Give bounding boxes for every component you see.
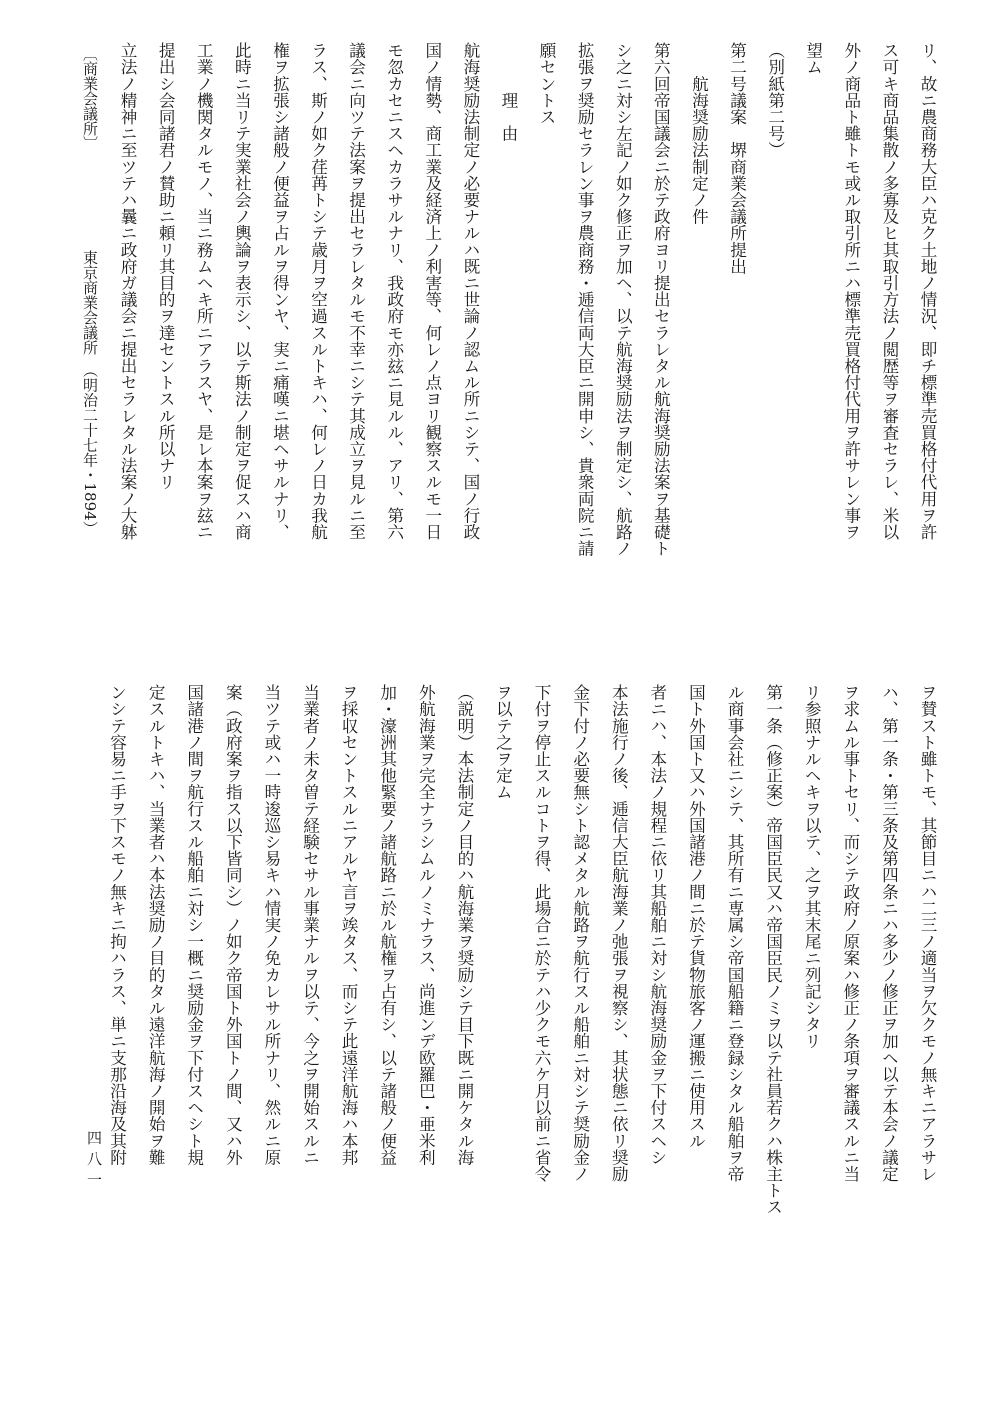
- text-column: 工業ノ機関タルモノ、当ニ務ムヘキ所ニアラスヤ、是レ本案ヲ玆ニ: [194, 42, 214, 540]
- text-column: 国諸港ノ間ヲ航行スル船舶ニ対シ一概ニ奨励金ヲ下付スヘシト規: [184, 684, 204, 1166]
- footer-organization: 東京商業会議所 （明治二十七年・1894）: [81, 250, 99, 536]
- lower-text-block: [86, 684, 935, 1344]
- footer-council-label: 〔商業会議所〕: [81, 46, 99, 151]
- text-column: 外ノ商品ト雖トモ或ル取引所ニハ標準売買格付代用ヲ許サレン事ヲ: [841, 42, 861, 540]
- text-column: 当業者ノ未タ曽テ経験セサル事業ナルヲ以テ、今之ヲ開始スルニ: [300, 684, 320, 1166]
- text-column: 望ム: [803, 42, 823, 76]
- text-column: ヲ採収セントスルニアルヤ言ヲ竢タス、而シテ此遠洋航海ハ本邦: [339, 684, 359, 1166]
- text-column: 航海奨励法制定ノ件: [689, 42, 709, 225]
- text-column: 此時ニ当リテ実業社会ノ輿論ヲ表示シ、以テ斯法ノ制定ヲ促スハ商: [232, 42, 252, 540]
- text-column: 議会ニ向ツテ法案ヲ提出セラレタルモ不幸ニシテ其成立ヲ見ルニ至: [346, 42, 366, 540]
- text-column: ンシテ容易ニ手ヲ下スモノ無キニ拘ハラス、単ニ支那沿海及其附: [107, 684, 127, 1166]
- text-column: 外航海業ヲ完全ナラシムルノミナラス、尚進ンデ欧羅巴・亜米利: [416, 684, 436, 1166]
- text-column: 第一条（修正案）帝国臣民又ハ帝国臣民ノミヲ以テ社員若クハ株主トス: [763, 684, 783, 1216]
- text-column: 国ト外国ト又ハ外国諸港ノ間ニ於テ貨物旅客ノ運搬ニ使用スル: [686, 684, 706, 1149]
- text-column: 本法施行ノ後、逓信大臣航海業ノ弛張ヲ視察シ、其状態ニ依リ奨励: [609, 684, 629, 1182]
- text-column: 第二号議案 堺商業会議所提出: [727, 42, 747, 275]
- text-column: 立法ノ精神ニ至ツテハ曩ニ政府ガ議会ニ提出セラレタル法案ノ大躰: [118, 42, 138, 540]
- text-column: 拡張ヲ奨励セラレン事ヲ農商務・逓信両大臣ニ開申シ、貴衆両院ニ請: [575, 42, 595, 557]
- text-column: 提出シ会同諸君ノ賛助ニ頼リ其目的ヲ達セントスル所以ナリ: [156, 42, 176, 491]
- text-column: リ、故ニ農商務大臣ハ克ク土地ノ情況、即チ標準売買格付代用ヲ許: [918, 42, 937, 540]
- text-column: ヲ求ムル事トセリ、而シテ政府ノ原案ハ修正ノ条項ヲ審議スルニ当: [840, 684, 860, 1182]
- text-column: 加・濠洲其他緊要ノ諸航路ニ於ル航権ヲ占有シ、以テ諸般ノ便益: [377, 684, 397, 1166]
- text-column: モ忽カセニスヘカラサルナリ、我政府モ亦玆ニ見ルル、アリ、第六: [384, 42, 404, 540]
- text-column: ス可キ商品集散ノ多寡及ヒ其取引方法ノ閲歴等ヲ審査セラレ、米以: [879, 42, 899, 540]
- text-column: 定スルトキハ、当業者ハ本法奨励ノ目的タル遠洋航海ノ開始ヲ難: [146, 684, 166, 1166]
- text-column: ヲ以テ之ヲ定ム: [493, 684, 513, 801]
- text-column: （説明）本法制定ノ目的ハ航海業ヲ奨励シテ目下既ニ開ケタル海: [454, 684, 474, 1166]
- text-column: リ参照ナルヘキヲ以テ、之ヲ其末尾ニ列記シタリ: [802, 684, 822, 1050]
- text-column: ル商事会社ニシテ、其所有ニ専属シ帝国船籍ニ登録シタル船舶ヲ帝: [725, 684, 745, 1182]
- text-column: （別紙第二号）: [765, 42, 785, 159]
- text-column: 当ツテ或ハ一時逡巡シ易キハ情実ノ免カレサル所ナリ、然ルニ原: [261, 684, 281, 1166]
- page-number: 四八一: [85, 1130, 103, 1193]
- text-column: 航海奨励法制定ノ必要ナルハ既ニ世論ノ認ムル所ニシテ、国ノ行政: [460, 42, 480, 540]
- text-column: 願セントス: [537, 42, 557, 125]
- text-column: 金下付ノ必要無シト認メタル航路ヲ航行スル船舶ニ対シテ奨励金ノ: [570, 684, 590, 1182]
- text-column: ハ、第一条・第三条及第四条ニハ多少ノ修正ヲ加ヘ以テ本会ノ議定: [879, 684, 899, 1182]
- text-column: 理 由: [498, 42, 518, 142]
- text-column: 第六回帝国議会ニ於テ政府ヨリ提出セラレタル航海奨励法案ヲ基礎ト: [651, 42, 671, 557]
- text-column: ラス、斯ノ如ク荏苒トシテ歳月ヲ空過スルトキハ、何レノ日カ我航: [308, 42, 328, 540]
- text-column: 権ヲ拡張シ諸般ノ便益ヲ占ルヲ得ンヤ、実ニ痛嘆ニ堪ヘサルナリ、: [270, 42, 290, 540]
- upper-text-block: [97, 42, 935, 682]
- text-column: 者ニハ、本法ノ規程ニ依リ其船舶ニ対シ航海奨励金ヲ下付スヘシ: [647, 684, 667, 1166]
- text-column: 下付ヲ停止スルコトヲ得、此場合ニ於テハ少クモ六ケ月以前ニ省令: [532, 684, 552, 1182]
- text-column: シ之ニ対シ左記ノ如ク修正ヲ加ヘ、以テ航海奨励法ヲ制定シ、航路ノ: [613, 42, 633, 557]
- text-column: ヲ賛スト雖トモ、其節目ニハ二三ノ適当ヲ欠クモノ無キニアラサレ: [918, 684, 937, 1182]
- text-column: 国ノ情勢、商工業及経済上ノ利害等、何レノ点ヨリ観察スルモ一日: [422, 42, 442, 540]
- text-column: 案（政府案ヲ指ス以下皆同シ）ノ如ク帝国ト外国トノ間、又ハ外: [223, 684, 243, 1166]
